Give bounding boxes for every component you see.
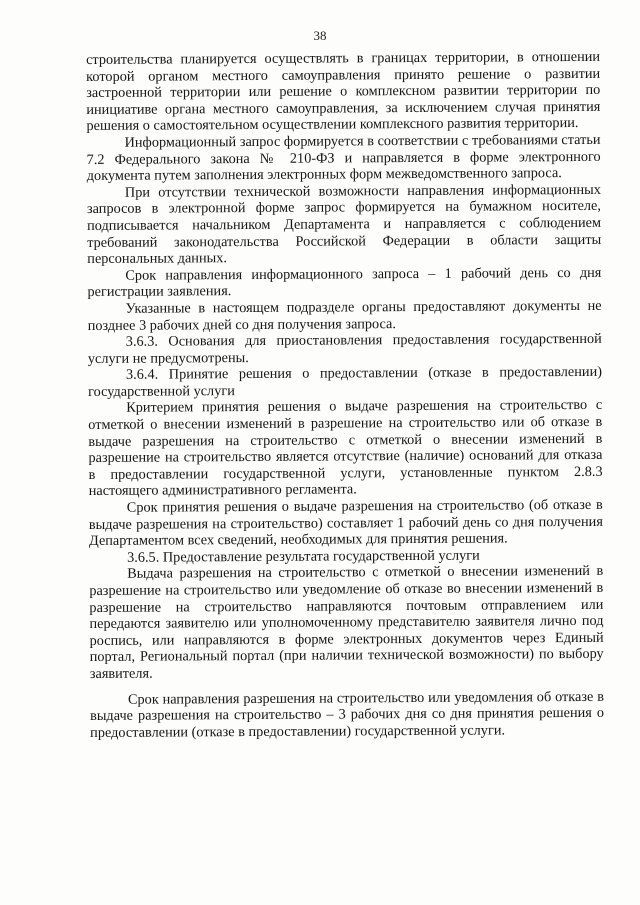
page-number: 38 (313, 28, 327, 43)
document-body (86, 49, 604, 741)
section-3-6-3: 3.6.3. Основания для приостановления предоставления государственной услуги не предусмотрены. (87, 330, 602, 367)
paragraph-request-term: Срок направления информационного запроса – 1 рабочий день со дня регистрации заявления. (87, 264, 602, 301)
paragraph-paper-request: При отсутствии технической возможности направления информационных запросов в электронной форме запрос формируется на бумажном носителе, подписывается начальником Департамента и направляется с соблюдением требований законодательства Российской Федерации в области защиты персональных данных. (86, 181, 602, 268)
paragraph-continuation: строительства планируется осуществлять в границах территории, в отношении которой органом местного самоуправления принято решение о развитии застроенной территории или решение о комплексном развитии территории по инициативе органа местного самоуправления, за исключением случая принятия решения о самостоятельном осуществлении комплексного развития территории. (86, 48, 601, 135)
paragraph-info-request: Информационный запрос формируется в соответствии с требованиями статьи 7.2 Федерального закона № 210-ФЗ и направляется в форме электронного документа путем заполнения электронных форм межведомственного запроса. (86, 131, 601, 185)
paragraph-documents-term: Указанные в настоящем подразделе органы предоставляют документы не позднее 3 рабочих дней со дня получения запроса. (87, 297, 602, 334)
paragraph-decision-term: Срок принятия решения о выдаче разрешения на строительство (об отказе в выдаче разрешения на строительство) составляет 1 рабочий день со дня получения Департаментом всех сведений, необходимых для принятия решения. (88, 496, 603, 550)
section-3-6-5: 3.6.5. Предоставление результата государственной услуги (127, 547, 480, 566)
paragraph-result-delivery: Выдача разрешения на строительство с отметкой о внесении изменений в разрешение на строительство или уведомление об отказе во внесении изменений в разрешение на строительство направляются почтовым отправлением или передаются заявителю или уполномоченному представителю заявителя лично под роспись, или направляются в форме электронных документов через Единый портал, Региональный портал (при наличии технической возможности) по выбору заявителя. (89, 563, 604, 682)
paragraph-delivery-term: Срок направления разрешения на строительство или уведомления об отказе в выдаче разрешения на строительство – 3 рабочих дня со дня принятия решения о предоставлении (отказе в предоставлении) государственной услуги. (90, 688, 605, 741)
paragraph-decision-criterion: Критерием принятия решения о выдаче разрешения на строительство с отметкой о внесении изменений в разрешение на строительство или об отказе в выдаче разрешения на строительство с отметкой о внесении изменений в разрешение на строительство является отсутствие (наличие) оснований для отказа в предоставлении государственной услуги, установленные пунктом 2.8.3 настоящего административного регламента. (88, 397, 603, 500)
section-3-6-4: 3.6.4. Принятие решения о предоставлении (отказе в предоставлении) государственной услуги (88, 364, 603, 400)
